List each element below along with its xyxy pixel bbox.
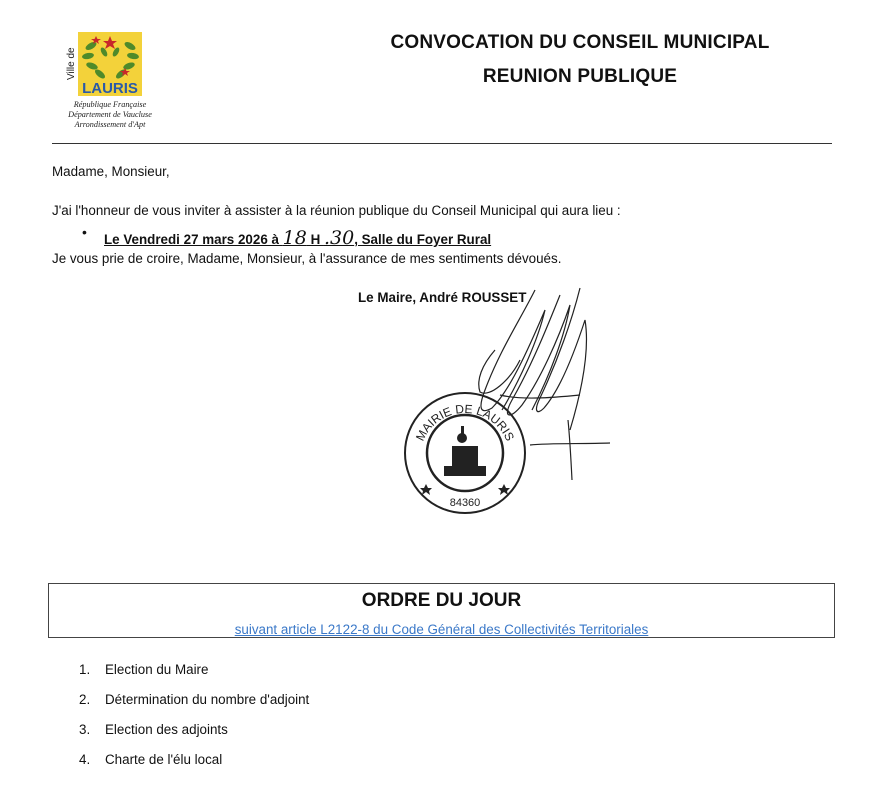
logo-line-arrondissement: Arrondissement d'Apt <box>74 120 146 129</box>
meeting-date <box>104 227 491 249</box>
page-subtitle: REUNION PUBLIQUE <box>482 66 678 87</box>
bullet-icon: • <box>82 224 87 240</box>
item-label: Election du Maire <box>105 662 209 677</box>
header-divider <box>52 143 832 144</box>
item-label: Détermination du nombre d'adjoint <box>105 692 310 707</box>
logo-name: LAURIS <box>82 80 138 97</box>
signer-name: Le Maire, André ROUSSET <box>358 290 527 305</box>
hour-suffix: H <box>306 232 324 247</box>
meeting-location: , Salle du Foyer Rural <box>354 232 492 247</box>
town-logo <box>58 30 178 136</box>
page-title: CONVOCATION DU CONSEIL MUNICIPAL <box>390 32 770 53</box>
intro-paragraph: J'ai l'honneur de vous inviter à assister à la réunion publique du Conseil Municipal qui aura lieu : <box>52 203 621 218</box>
logo-line-republic: République Française <box>73 100 147 109</box>
list-item <box>79 692 309 707</box>
town-hall-stamp-icon <box>400 388 530 518</box>
item-number: 2. <box>79 692 91 707</box>
list-item <box>79 662 208 677</box>
logo-line-department: Département de Vaucluse <box>68 110 152 119</box>
stamp-text: MAIRIE DE LAURIS <box>412 401 518 444</box>
closing-paragraph: Je vous prie de croire, Madame, Monsieur, à l'assurance de mes sentiments dévoués. <box>52 251 562 266</box>
handwritten-minutes: .30 <box>323 227 355 249</box>
legal-reference-link[interactable]: suivant article L2122-8 du Code Général des Collectivités Territoriales <box>234 622 649 637</box>
logo-prefix: Ville de <box>66 47 77 80</box>
agenda-title: ORDRE DU JOUR <box>361 590 522 611</box>
item-number: 4. <box>79 752 91 767</box>
date-prefix: Le Vendredi 27 mars 2026 à <box>104 232 283 247</box>
stamp-postal-code: 84360 <box>449 497 481 509</box>
salutation: Madame, Monsieur, <box>52 164 170 179</box>
item-label: Election des adjoints <box>105 722 228 737</box>
item-number: 3. <box>79 722 91 737</box>
list-item <box>79 722 228 737</box>
item-label: Charte de l'élu local <box>105 752 223 767</box>
laurel-emblem-icon <box>58 30 178 110</box>
handwritten-hour: 18 <box>282 227 307 249</box>
list-item <box>79 752 222 767</box>
item-number: 1. <box>79 662 91 677</box>
